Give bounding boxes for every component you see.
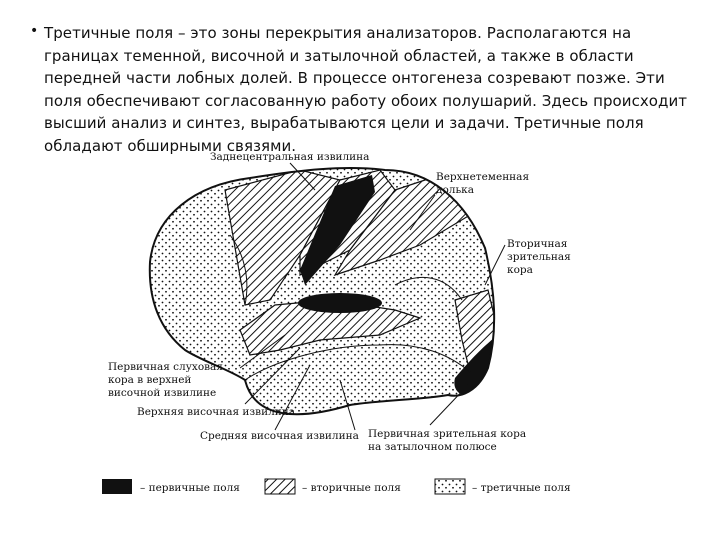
label-superior-parietal-2: долька — [436, 184, 474, 196]
label-primary-auditory-2: кора в верхней — [108, 374, 192, 386]
label-superior-temporal: Верхняя височная извилина — [137, 406, 295, 418]
paragraph-text: Третичные поля – это зоны перекрытия анализаторов. Располагаются на границах теменной, височной и затылочной областей, а также в области передней части лобных долей. В процессе онтогенеза созревают позже. Эти поля обеспечивают согласованную работу обоих полушарий. Здесь происходит высший анализ и синтез, вырабатываются цели и задачи. Третичные поля обладают обширными связями. — [44, 24, 688, 155]
legend-label-primary: – первичные поля — [140, 482, 240, 494]
label-primary-visual-2: на затылочном полюсе — [368, 441, 497, 453]
label-secondary-visual-2: зрительная — [507, 251, 571, 263]
legend — [102, 479, 571, 494]
label-primary-auditory-3: височной извилине — [108, 387, 217, 399]
primary-field-auditory — [298, 293, 382, 313]
legend-swatch-secondary — [265, 479, 295, 494]
label-superior-parietal-1: Верхнетеменная — [436, 171, 530, 183]
legend-swatch-primary — [102, 479, 132, 494]
label-primary-visual-1: Первичная зрительная кора — [368, 428, 527, 440]
legend-label-secondary: – вторичные поля — [302, 482, 401, 494]
label-primary-auditory-1: Первичная слуховая — [108, 361, 223, 373]
label-secondary-visual-3: кора — [507, 264, 533, 276]
label-postcentral: Заднецентральная извилина — [210, 151, 370, 163]
legend-swatch-tertiary — [435, 479, 465, 494]
bullet-marker: • — [30, 23, 39, 39]
label-middle-temporal: Средняя височная извилина — [200, 430, 359, 442]
legend-label-tertiary: – третичные поля — [472, 482, 571, 494]
label-secondary-visual-1: Вторичная — [507, 238, 568, 250]
